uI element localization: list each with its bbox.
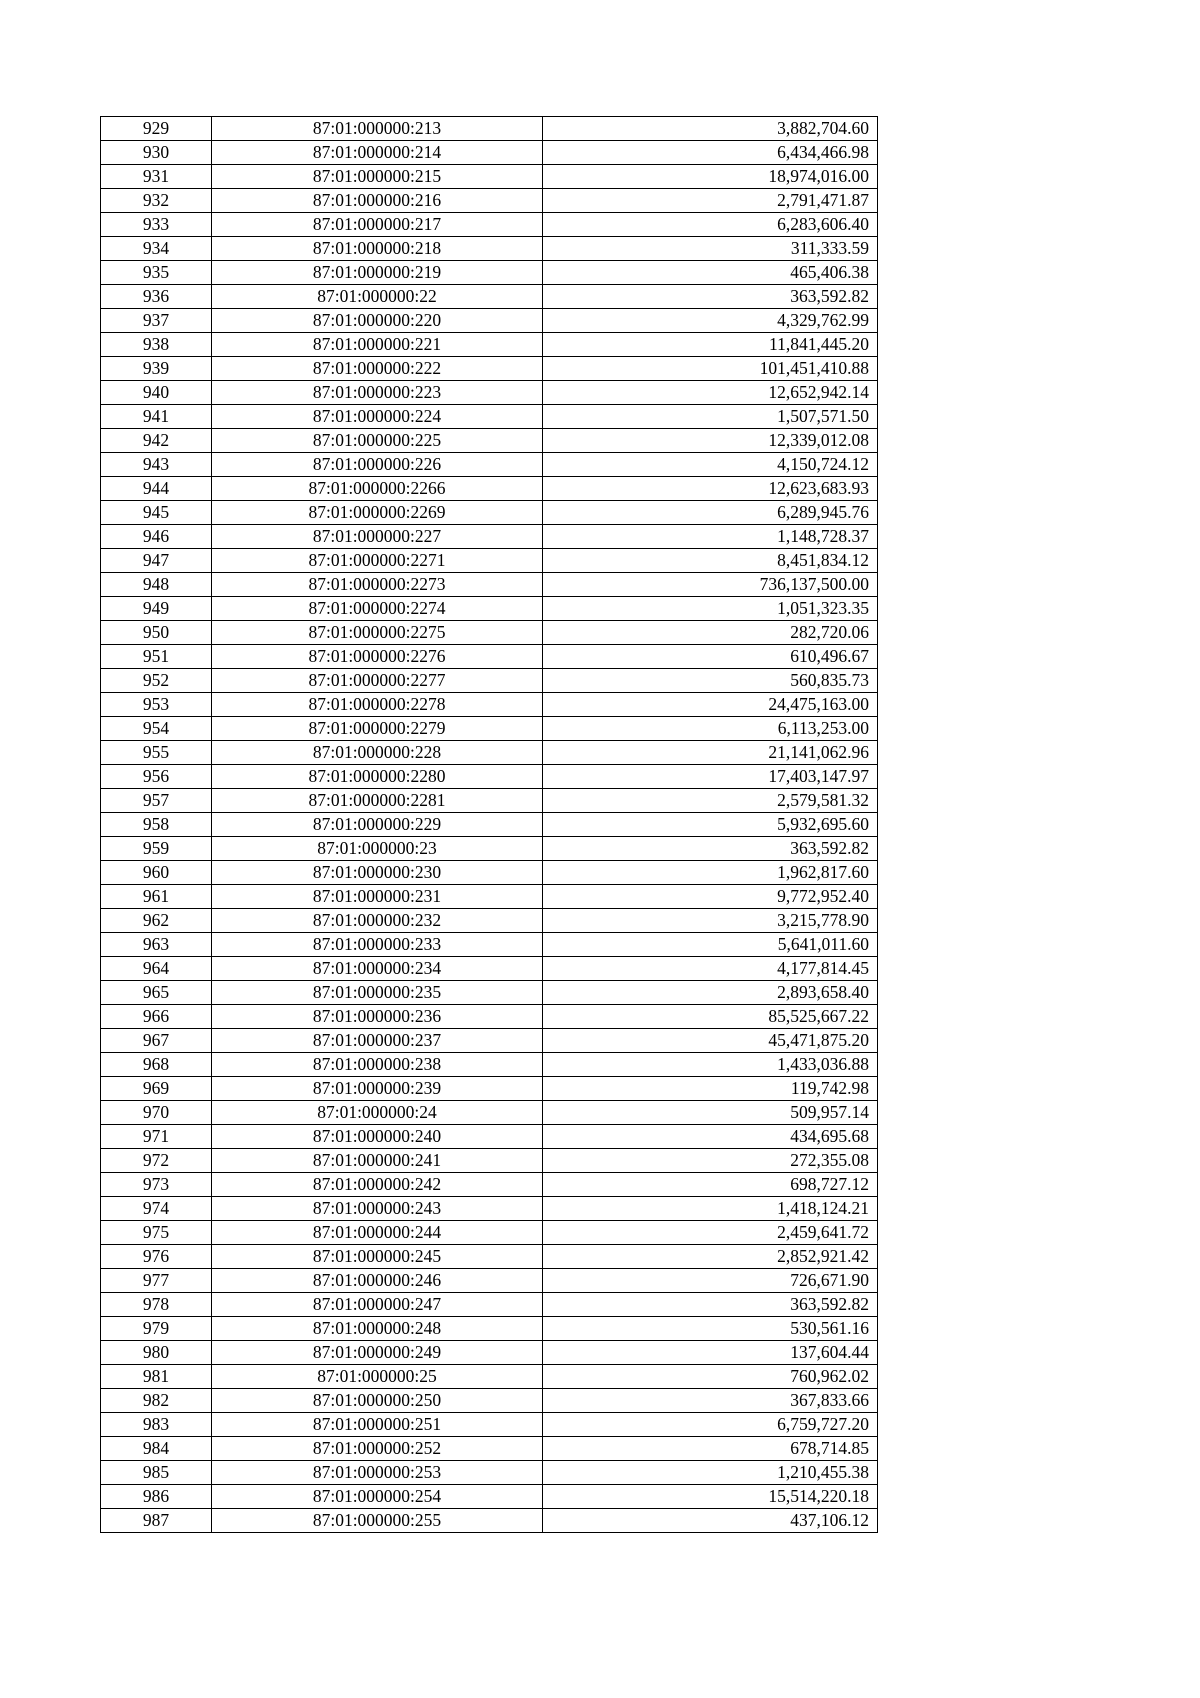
row-number-cell: 948 xyxy=(101,573,212,597)
cadastral-value-cell: 610,496.67 xyxy=(543,645,878,669)
cadastral-number-cell: 87:01:000000:254 xyxy=(212,1485,543,1509)
row-number-cell: 966 xyxy=(101,1005,212,1029)
row-number-cell: 958 xyxy=(101,813,212,837)
cadastral-number-cell: 87:01:000000:229 xyxy=(212,813,543,837)
row-number-cell: 936 xyxy=(101,285,212,309)
row-number-cell: 965 xyxy=(101,981,212,1005)
row-number-cell: 983 xyxy=(101,1413,212,1437)
cadastral-value-cell: 2,791,471.87 xyxy=(543,189,878,213)
cadastral-value-cell: 2,579,581.32 xyxy=(543,789,878,813)
table-row xyxy=(101,1413,878,1437)
cadastral-number-cell: 87:01:000000:223 xyxy=(212,381,543,405)
cadastral-value-cell: 465,406.38 xyxy=(543,261,878,285)
row-number-cell: 960 xyxy=(101,861,212,885)
cadastral-number-cell: 87:01:000000:22 xyxy=(212,285,543,309)
table-row xyxy=(101,477,878,501)
cadastral-value-cell: 311,333.59 xyxy=(543,237,878,261)
table-row xyxy=(101,525,878,549)
cadastral-value-cell: 1,418,124.21 xyxy=(543,1197,878,1221)
cadastral-number-cell: 87:01:000000:2271 xyxy=(212,549,543,573)
cadastral-number-cell: 87:01:000000:213 xyxy=(212,117,543,141)
cadastral-number-cell: 87:01:000000:243 xyxy=(212,1197,543,1221)
cadastral-value-cell: 272,355.08 xyxy=(543,1149,878,1173)
cadastral-number-cell: 87:01:000000:228 xyxy=(212,741,543,765)
cadastral-value-cell: 3,215,778.90 xyxy=(543,909,878,933)
table-row xyxy=(101,693,878,717)
cadastral-value-cell: 18,974,016.00 xyxy=(543,165,878,189)
cadastral-number-cell: 87:01:000000:23 xyxy=(212,837,543,861)
cadastral-value-cell: 5,932,695.60 xyxy=(543,813,878,837)
table-row xyxy=(101,1077,878,1101)
cadastral-number-cell: 87:01:000000:224 xyxy=(212,405,543,429)
table-row xyxy=(101,717,878,741)
cadastral-number-cell: 87:01:000000:252 xyxy=(212,1437,543,1461)
cadastral-number-cell: 87:01:000000:240 xyxy=(212,1125,543,1149)
row-number-cell: 971 xyxy=(101,1125,212,1149)
table-row xyxy=(101,645,878,669)
table-row xyxy=(101,789,878,813)
cadastral-value-cell: 45,471,875.20 xyxy=(543,1029,878,1053)
row-number-cell: 952 xyxy=(101,669,212,693)
row-number-cell: 984 xyxy=(101,1437,212,1461)
cadastral-value-cell: 137,604.44 xyxy=(543,1341,878,1365)
table-row xyxy=(101,1005,878,1029)
row-number-cell: 931 xyxy=(101,165,212,189)
table-row xyxy=(101,1245,878,1269)
table-row xyxy=(101,381,878,405)
cadastral-number-cell: 87:01:000000:2280 xyxy=(212,765,543,789)
row-number-cell: 962 xyxy=(101,909,212,933)
cadastral-value-cell: 21,141,062.96 xyxy=(543,741,878,765)
table-row xyxy=(101,597,878,621)
row-number-cell: 935 xyxy=(101,261,212,285)
cadastral-value-cell: 509,957.14 xyxy=(543,1101,878,1125)
row-number-cell: 968 xyxy=(101,1053,212,1077)
cadastral-value-cell: 12,623,683.93 xyxy=(543,477,878,501)
cadastral-number-cell: 87:01:000000:253 xyxy=(212,1461,543,1485)
table-row xyxy=(101,1341,878,1365)
cadastral-number-cell: 87:01:000000:2269 xyxy=(212,501,543,525)
table-row xyxy=(101,261,878,285)
cadastral-value-cell: 6,113,253.00 xyxy=(543,717,878,741)
cadastral-number-cell: 87:01:000000:2275 xyxy=(212,621,543,645)
cadastral-number-cell: 87:01:000000:250 xyxy=(212,1389,543,1413)
cadastral-value-cell: 2,852,921.42 xyxy=(543,1245,878,1269)
table-row xyxy=(101,357,878,381)
cadastral-value-cell: 1,210,455.38 xyxy=(543,1461,878,1485)
cadastral-value-cell: 434,695.68 xyxy=(543,1125,878,1149)
table-row xyxy=(101,1485,878,1509)
table-row xyxy=(101,1125,878,1149)
table-row xyxy=(101,1293,878,1317)
table-row xyxy=(101,285,878,309)
cadastral-value-cell: 1,148,728.37 xyxy=(543,525,878,549)
cadastral-number-cell: 87:01:000000:244 xyxy=(212,1221,543,1245)
cadastral-value-cell: 6,289,945.76 xyxy=(543,501,878,525)
cadastral-number-cell: 87:01:000000:215 xyxy=(212,165,543,189)
row-number-cell: 985 xyxy=(101,1461,212,1485)
cadastral-number-cell: 87:01:000000:245 xyxy=(212,1245,543,1269)
cadastral-number-cell: 87:01:000000:24 xyxy=(212,1101,543,1125)
row-number-cell: 961 xyxy=(101,885,212,909)
cadastral-value-cell: 1,051,323.35 xyxy=(543,597,878,621)
cadastral-value-cell: 760,962.02 xyxy=(543,1365,878,1389)
row-number-cell: 945 xyxy=(101,501,212,525)
table-row xyxy=(101,909,878,933)
table-row xyxy=(101,141,878,165)
cadastral-value-cell: 11,841,445.20 xyxy=(543,333,878,357)
row-number-cell: 973 xyxy=(101,1173,212,1197)
cadastral-number-cell: 87:01:000000:239 xyxy=(212,1077,543,1101)
row-number-cell: 951 xyxy=(101,645,212,669)
row-number-cell: 987 xyxy=(101,1509,212,1533)
table-row xyxy=(101,189,878,213)
cadastral-value-cell: 560,835.73 xyxy=(543,669,878,693)
cadastral-number-cell: 87:01:000000:226 xyxy=(212,453,543,477)
cadastral-number-cell: 87:01:000000:25 xyxy=(212,1365,543,1389)
cadastral-number-cell: 87:01:000000:217 xyxy=(212,213,543,237)
cadastral-number-cell: 87:01:000000:2274 xyxy=(212,597,543,621)
row-number-cell: 978 xyxy=(101,1293,212,1317)
cadastral-value-cell: 3,882,704.60 xyxy=(543,117,878,141)
cadastral-value-cell: 6,434,466.98 xyxy=(543,141,878,165)
table-row xyxy=(101,501,878,525)
row-number-cell: 957 xyxy=(101,789,212,813)
cadastral-value-cell: 6,759,727.20 xyxy=(543,1413,878,1437)
cadastral-number-cell: 87:01:000000:220 xyxy=(212,309,543,333)
cadastral-value-cell: 2,459,641.72 xyxy=(543,1221,878,1245)
row-number-cell: 972 xyxy=(101,1149,212,1173)
table-row xyxy=(101,1461,878,1485)
row-number-cell: 959 xyxy=(101,837,212,861)
cadastral-value-cell: 6,283,606.40 xyxy=(543,213,878,237)
table-row xyxy=(101,1197,878,1221)
cadastral-number-cell: 87:01:000000:234 xyxy=(212,957,543,981)
cadastral-number-cell: 87:01:000000:241 xyxy=(212,1149,543,1173)
cadastral-value-cell: 736,137,500.00 xyxy=(543,573,878,597)
row-number-cell: 975 xyxy=(101,1221,212,1245)
table-row xyxy=(101,1317,878,1341)
cadastral-value-cell: 1,962,817.60 xyxy=(543,861,878,885)
row-number-cell: 929 xyxy=(101,117,212,141)
cadastral-value-cell: 367,833.66 xyxy=(543,1389,878,1413)
table-row xyxy=(101,765,878,789)
row-number-cell: 964 xyxy=(101,957,212,981)
table-row xyxy=(101,237,878,261)
cadastral-value-cell: 17,403,147.97 xyxy=(543,765,878,789)
cadastral-number-cell: 87:01:000000:2276 xyxy=(212,645,543,669)
cadastral-number-cell: 87:01:000000:222 xyxy=(212,357,543,381)
table-row xyxy=(101,213,878,237)
cadastral-value-cell: 726,671.90 xyxy=(543,1269,878,1293)
cadastral-value-cell: 119,742.98 xyxy=(543,1077,878,1101)
cadastral-number-cell: 87:01:000000:2278 xyxy=(212,693,543,717)
cadastral-number-cell: 87:01:000000:238 xyxy=(212,1053,543,1077)
cadastral-value-cell: 85,525,667.22 xyxy=(543,1005,878,1029)
row-number-cell: 986 xyxy=(101,1485,212,1509)
table-row xyxy=(101,981,878,1005)
table-row xyxy=(101,549,878,573)
table-row xyxy=(101,453,878,477)
cadastral-number-cell: 87:01:000000:246 xyxy=(212,1269,543,1293)
table-row xyxy=(101,429,878,453)
cadastral-value-cell: 2,893,658.40 xyxy=(543,981,878,1005)
row-number-cell: 930 xyxy=(101,141,212,165)
cadastral-value-cell: 4,177,814.45 xyxy=(543,957,878,981)
cadastral-value-cell: 1,433,036.88 xyxy=(543,1053,878,1077)
cadastral-value-cell: 530,561.16 xyxy=(543,1317,878,1341)
table-row xyxy=(101,885,878,909)
cadastral-value-cell: 8,451,834.12 xyxy=(543,549,878,573)
table-row xyxy=(101,165,878,189)
row-number-cell: 942 xyxy=(101,429,212,453)
cadastral-number-cell: 87:01:000000:2279 xyxy=(212,717,543,741)
table-body xyxy=(101,117,878,1533)
cadastral-number-cell: 87:01:000000:219 xyxy=(212,261,543,285)
cadastral-number-cell: 87:01:000000:2281 xyxy=(212,789,543,813)
cadastral-number-cell: 87:01:000000:233 xyxy=(212,933,543,957)
cadastral-value-cell: 12,652,942.14 xyxy=(543,381,878,405)
table-row xyxy=(101,1365,878,1389)
row-number-cell: 934 xyxy=(101,237,212,261)
cadastral-value-cell: 363,592.82 xyxy=(543,285,878,309)
cadastral-number-cell: 87:01:000000:2273 xyxy=(212,573,543,597)
table-row xyxy=(101,741,878,765)
row-number-cell: 946 xyxy=(101,525,212,549)
cadastral-value-cell: 101,451,410.88 xyxy=(543,357,878,381)
cadastral-value-cell: 1,507,571.50 xyxy=(543,405,878,429)
cadastral-number-cell: 87:01:000000:237 xyxy=(212,1029,543,1053)
cadastral-number-cell: 87:01:000000:214 xyxy=(212,141,543,165)
cadastral-number-cell: 87:01:000000:248 xyxy=(212,1317,543,1341)
cadastral-value-table xyxy=(100,116,878,1533)
cadastral-value-cell: 4,329,762.99 xyxy=(543,309,878,333)
cadastral-number-cell: 87:01:000000:2277 xyxy=(212,669,543,693)
row-number-cell: 940 xyxy=(101,381,212,405)
cadastral-value-cell: 437,106.12 xyxy=(543,1509,878,1533)
table-row xyxy=(101,813,878,837)
table-row xyxy=(101,333,878,357)
row-number-cell: 939 xyxy=(101,357,212,381)
row-number-cell: 981 xyxy=(101,1365,212,1389)
table-row xyxy=(101,1173,878,1197)
row-number-cell: 967 xyxy=(101,1029,212,1053)
row-number-cell: 932 xyxy=(101,189,212,213)
cadastral-number-cell: 87:01:000000:2266 xyxy=(212,477,543,501)
row-number-cell: 944 xyxy=(101,477,212,501)
row-number-cell: 954 xyxy=(101,717,212,741)
cadastral-value-cell: 5,641,011.60 xyxy=(543,933,878,957)
table-row xyxy=(101,1053,878,1077)
table-row xyxy=(101,117,878,141)
cadastral-number-cell: 87:01:000000:225 xyxy=(212,429,543,453)
cadastral-number-cell: 87:01:000000:247 xyxy=(212,1293,543,1317)
cadastral-number-cell: 87:01:000000:216 xyxy=(212,189,543,213)
row-number-cell: 947 xyxy=(101,549,212,573)
cadastral-value-cell: 698,727.12 xyxy=(543,1173,878,1197)
table-row xyxy=(101,1509,878,1533)
table-row xyxy=(101,573,878,597)
cadastral-value-cell: 363,592.82 xyxy=(543,1293,878,1317)
row-number-cell: 969 xyxy=(101,1077,212,1101)
row-number-cell: 953 xyxy=(101,693,212,717)
cadastral-number-cell: 87:01:000000:227 xyxy=(212,525,543,549)
row-number-cell: 976 xyxy=(101,1245,212,1269)
cadastral-number-cell: 87:01:000000:242 xyxy=(212,1173,543,1197)
cadastral-value-cell: 4,150,724.12 xyxy=(543,453,878,477)
cadastral-value-cell: 15,514,220.18 xyxy=(543,1485,878,1509)
table-row xyxy=(101,621,878,645)
table-row xyxy=(101,1221,878,1245)
cadastral-number-cell: 87:01:000000:251 xyxy=(212,1413,543,1437)
cadastral-number-cell: 87:01:000000:235 xyxy=(212,981,543,1005)
cadastral-number-cell: 87:01:000000:249 xyxy=(212,1341,543,1365)
table-row xyxy=(101,669,878,693)
cadastral-number-cell: 87:01:000000:231 xyxy=(212,885,543,909)
table-row xyxy=(101,1149,878,1173)
table-row xyxy=(101,933,878,957)
row-number-cell: 982 xyxy=(101,1389,212,1413)
cadastral-value-cell: 678,714.85 xyxy=(543,1437,878,1461)
row-number-cell: 937 xyxy=(101,309,212,333)
cadastral-number-cell: 87:01:000000:218 xyxy=(212,237,543,261)
table-row xyxy=(101,1029,878,1053)
cadastral-number-cell: 87:01:000000:236 xyxy=(212,1005,543,1029)
row-number-cell: 955 xyxy=(101,741,212,765)
row-number-cell: 980 xyxy=(101,1341,212,1365)
row-number-cell: 949 xyxy=(101,597,212,621)
table-row xyxy=(101,837,878,861)
cadastral-value-cell: 363,592.82 xyxy=(543,837,878,861)
table-row xyxy=(101,1101,878,1125)
table-row xyxy=(101,1269,878,1293)
table-row xyxy=(101,861,878,885)
row-number-cell: 970 xyxy=(101,1101,212,1125)
table-row xyxy=(101,957,878,981)
table-row xyxy=(101,405,878,429)
cadastral-number-cell: 87:01:000000:230 xyxy=(212,861,543,885)
row-number-cell: 941 xyxy=(101,405,212,429)
cadastral-value-cell: 282,720.06 xyxy=(543,621,878,645)
table-row xyxy=(101,309,878,333)
row-number-cell: 956 xyxy=(101,765,212,789)
row-number-cell: 943 xyxy=(101,453,212,477)
row-number-cell: 950 xyxy=(101,621,212,645)
row-number-cell: 938 xyxy=(101,333,212,357)
cadastral-number-cell: 87:01:000000:255 xyxy=(212,1509,543,1533)
row-number-cell: 974 xyxy=(101,1197,212,1221)
table-row xyxy=(101,1437,878,1461)
cadastral-value-cell: 9,772,952.40 xyxy=(543,885,878,909)
cadastral-value-cell: 24,475,163.00 xyxy=(543,693,878,717)
cadastral-number-cell: 87:01:000000:221 xyxy=(212,333,543,357)
cadastral-value-cell: 12,339,012.08 xyxy=(543,429,878,453)
row-number-cell: 933 xyxy=(101,213,212,237)
row-number-cell: 979 xyxy=(101,1317,212,1341)
cadastral-number-cell: 87:01:000000:232 xyxy=(212,909,543,933)
row-number-cell: 977 xyxy=(101,1269,212,1293)
row-number-cell: 963 xyxy=(101,933,212,957)
table-row xyxy=(101,1389,878,1413)
